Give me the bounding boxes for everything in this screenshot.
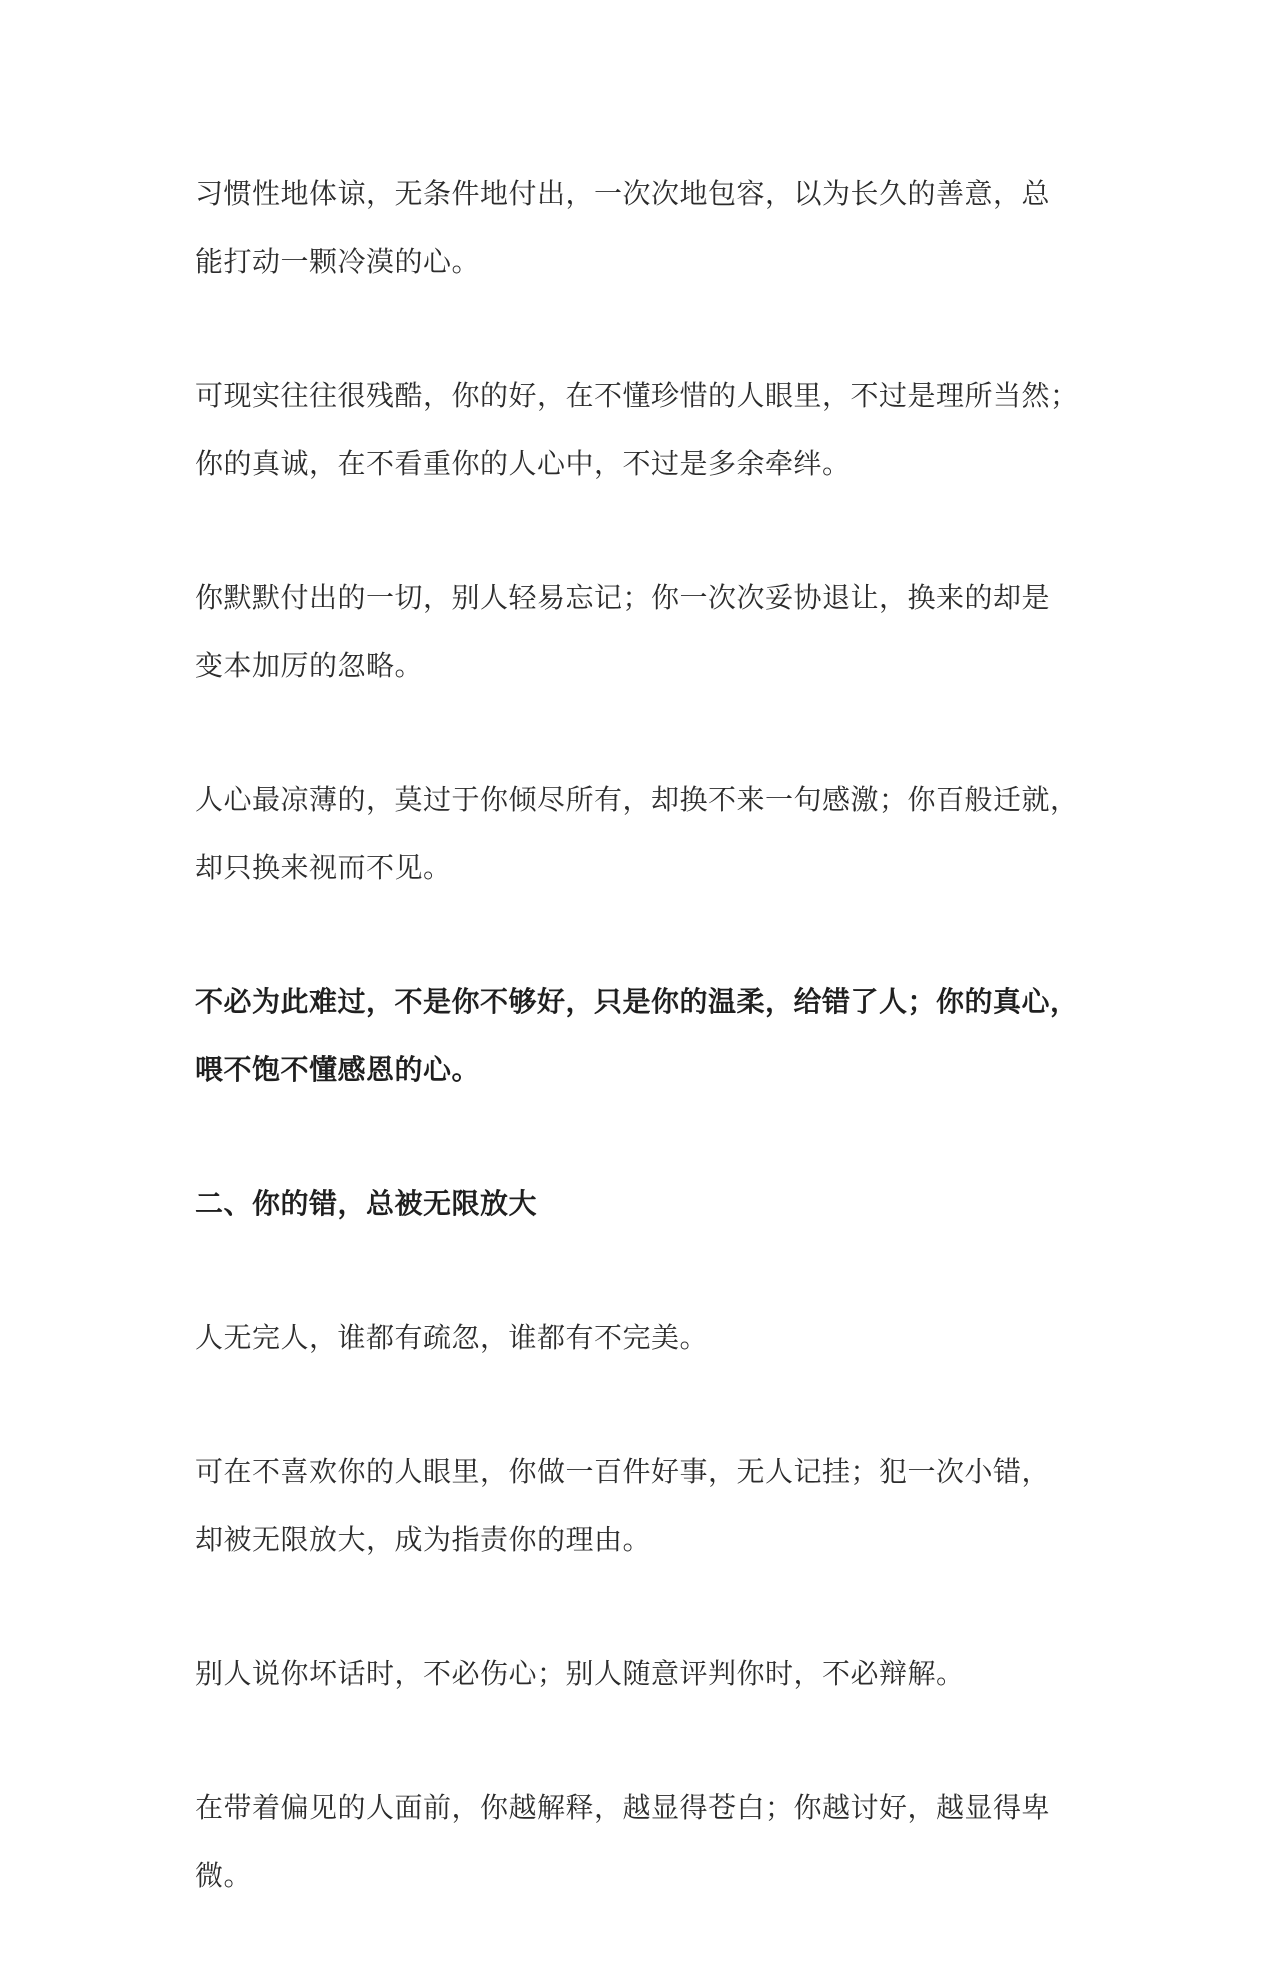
heading-text: 二、你的错，总被无限放大	[195, 1187, 538, 1220]
paragraph-line: 可现实往往很残酷，你的好，在不懂珍惜的人眼里，不过是理所当然；	[195, 379, 1079, 412]
paragraph-line: 你的真诚，在不看重你的人心中，不过是多余牵绊。	[195, 447, 851, 480]
paragraph-3	[195, 564, 1085, 700]
paragraph-line: 不必为此难过，不是你不够好，只是你的温柔，给错了人；你的真心，	[195, 985, 1079, 1018]
paragraph-line: 习惯性地体谅，无条件地付出，一次次地包容，以为长久的善意，总	[195, 177, 1051, 210]
document-body	[195, 160, 1085, 1976]
paragraph-line: 喂不饱不懂感恩的心。	[195, 1053, 481, 1086]
paragraph-line: 在带着偏见的人面前，你越解释，越显得苍白；你越讨好，越显得卑	[195, 1791, 1051, 1824]
paragraph-line: 你默默付出的一切，别人轻易忘记；你一次次妥协退让，换来的却是	[195, 581, 1051, 614]
section-heading	[195, 1170, 1085, 1238]
paragraph-line: 人无完人，谁都有疏忽，谁都有不完美。	[195, 1321, 709, 1354]
bold-paragraph	[195, 968, 1085, 1104]
paragraph-6	[195, 1304, 1085, 1372]
paragraph-2	[195, 362, 1085, 498]
paragraph-line: 人心最凉薄的，莫过于你倾尽所有，却换不来一句感激；你百般迁就，	[195, 783, 1079, 816]
paragraph-line: 却只换来视而不见。	[195, 851, 452, 884]
paragraph-1	[195, 160, 1085, 296]
paragraph-9	[195, 1774, 1085, 1910]
paragraph-line: 别人说你坏话时，不必伤心；别人随意评判你时，不必辩解。	[195, 1657, 965, 1690]
paragraph-line: 可在不喜欢你的人眼里，你做一百件好事，无人记挂；犯一次小错，	[195, 1455, 1051, 1488]
paragraph-line: 变本加厉的忽略。	[195, 649, 424, 682]
paragraph-line: 能打动一颗冷漠的心。	[195, 245, 481, 278]
paragraph-line: 微。	[195, 1859, 253, 1892]
paragraph-line: 却被无限放大，成为指责你的理由。	[195, 1523, 652, 1556]
paragraph-7	[195, 1438, 1085, 1574]
paragraph-4	[195, 766, 1085, 902]
paragraph-8	[195, 1640, 1085, 1708]
